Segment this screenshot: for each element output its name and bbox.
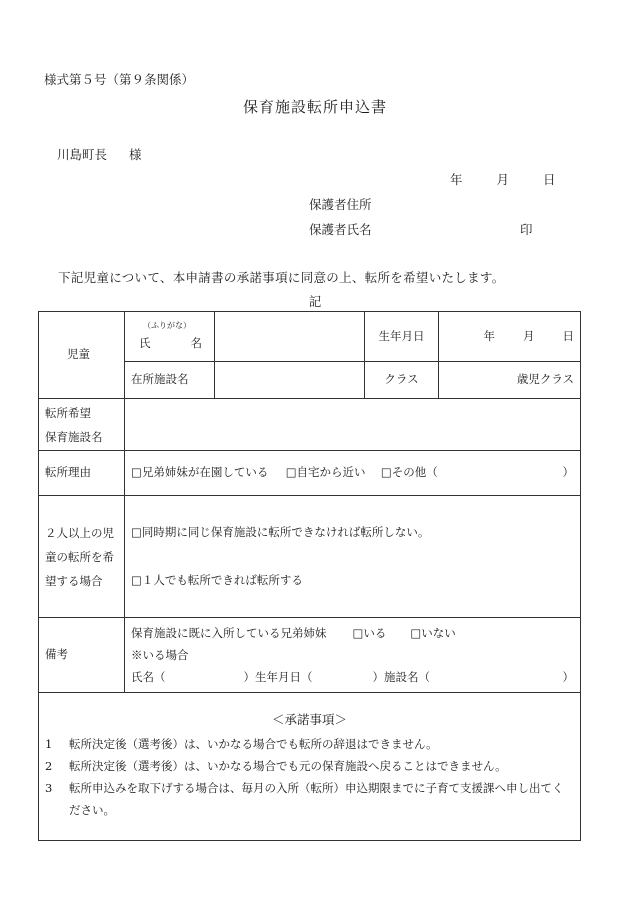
remarks-birth-label: ）生年月日（ xyxy=(243,670,313,684)
multi-label-1: ２人以上の児 xyxy=(45,525,114,540)
birthdate-label: 生年月日 xyxy=(365,312,439,362)
multi-label-2: 童の転所を希 xyxy=(45,549,114,564)
birthdate-field[interactable] xyxy=(439,312,581,362)
reason-checkbox-sibling[interactable]: □兄弟姉妹が在園している xyxy=(131,465,269,480)
multiple-children-label xyxy=(39,496,125,618)
child-name-label-cell xyxy=(125,312,215,362)
pledge-item-number: 1 xyxy=(45,736,53,751)
current-facility-label: 在所施設名 xyxy=(125,362,215,399)
remarks-facility-label: ）施設名（ xyxy=(372,670,430,684)
child-label: 児童 xyxy=(39,312,125,399)
reason-checkbox-other[interactable]: □その他（ xyxy=(380,465,438,480)
multi-checkbox-same-only[interactable]: □同時期に同じ保育施設に転所できなければ転所しない。 xyxy=(131,524,430,539)
reason-options xyxy=(125,451,581,496)
desired-facility-label-2: 保育施設名 xyxy=(45,429,103,444)
furigana-label: （ふりがな） xyxy=(143,321,191,331)
desired-facility-field[interactable] xyxy=(125,399,581,451)
addressee-name: 川島町長 xyxy=(57,147,108,162)
multiple-children-options xyxy=(125,496,581,618)
child-name-field[interactable] xyxy=(215,312,365,362)
form-number: 様式第５号（第９条関係） xyxy=(44,72,195,87)
remarks-if-yes: ※いる場合 xyxy=(131,648,189,662)
guardian-address-label: 保護者住所 xyxy=(309,197,372,212)
pledge-item xyxy=(45,733,574,755)
remarks-sibling-question: 保育施設に既に入所している兄弟姉妹 xyxy=(131,626,327,640)
class-label: クラス xyxy=(365,362,439,399)
multi-checkbox-one-ok[interactable]: □１人でも転所できれば転所する xyxy=(131,572,303,587)
reason-checkbox-near-home[interactable]: □自宅から近い xyxy=(285,465,366,480)
remarks-name-label: 氏名（ xyxy=(131,670,166,684)
pledge-item-text: 転所決定後（選考後）は、いかなる場合でも転所の辞退はできません。 xyxy=(69,736,438,751)
remarks-checkbox-yes[interactable]: □いる xyxy=(352,626,387,640)
pledge-item-text: 転所申込みを取下げする場合は、毎月の入所（転所）申込期限までに子育て支援課へ申し出てください。 xyxy=(69,780,564,817)
date-month-label: 月 xyxy=(496,172,510,187)
seal-mark: 印 xyxy=(520,222,533,237)
remarks-close: ） xyxy=(562,670,574,684)
pledge-item-text: 転所決定後（選考後）は、いかなる場合でも元の保育施設へ戻ることはできません。 xyxy=(69,758,507,773)
addressee-honorific: 様 xyxy=(129,147,142,162)
addressee xyxy=(57,145,142,163)
date-day-label: 日 xyxy=(543,172,556,187)
page-title: 保育施設転所申込書 xyxy=(242,98,387,116)
multi-label-3: 望する場合 xyxy=(45,573,103,588)
name-label-1: 氏 xyxy=(139,336,151,351)
birth-month-label: 月 xyxy=(523,328,535,343)
class-field[interactable]: 歳児クラス xyxy=(439,362,581,399)
desired-facility-label xyxy=(39,399,125,451)
remarks-checkbox-no[interactable]: □いない xyxy=(410,626,456,640)
ki-heading: 記 xyxy=(308,294,322,309)
remarks-field xyxy=(125,618,581,693)
date-year-label: 年 xyxy=(450,172,463,187)
reason-label: 転所理由 xyxy=(39,451,125,496)
desired-facility-label-1: 転所希望 xyxy=(45,405,91,420)
guardian-name-label: 保護者氏名 xyxy=(309,222,372,237)
pledge-item xyxy=(45,755,574,777)
pledge-title: ＜承諾事項＞ xyxy=(271,712,347,728)
current-facility-field[interactable] xyxy=(215,362,365,399)
name-label-2: 名 xyxy=(190,336,202,351)
intro-text: 下記児童について、本申請書の承諾事項に同意の上、転所を希望いたします。 xyxy=(58,270,505,285)
remarks-label: 備考 xyxy=(39,618,125,693)
application-date xyxy=(450,170,556,188)
pledge-section xyxy=(39,693,581,841)
pledge-item xyxy=(45,777,574,821)
application-form-table xyxy=(38,311,581,841)
pledge-item-number: 3 xyxy=(45,780,53,795)
reason-other-close: ） xyxy=(562,465,574,480)
birth-day-label: 日 xyxy=(562,328,574,343)
pledge-item-number: 2 xyxy=(45,758,53,773)
birth-year-label: 年 xyxy=(483,328,495,343)
